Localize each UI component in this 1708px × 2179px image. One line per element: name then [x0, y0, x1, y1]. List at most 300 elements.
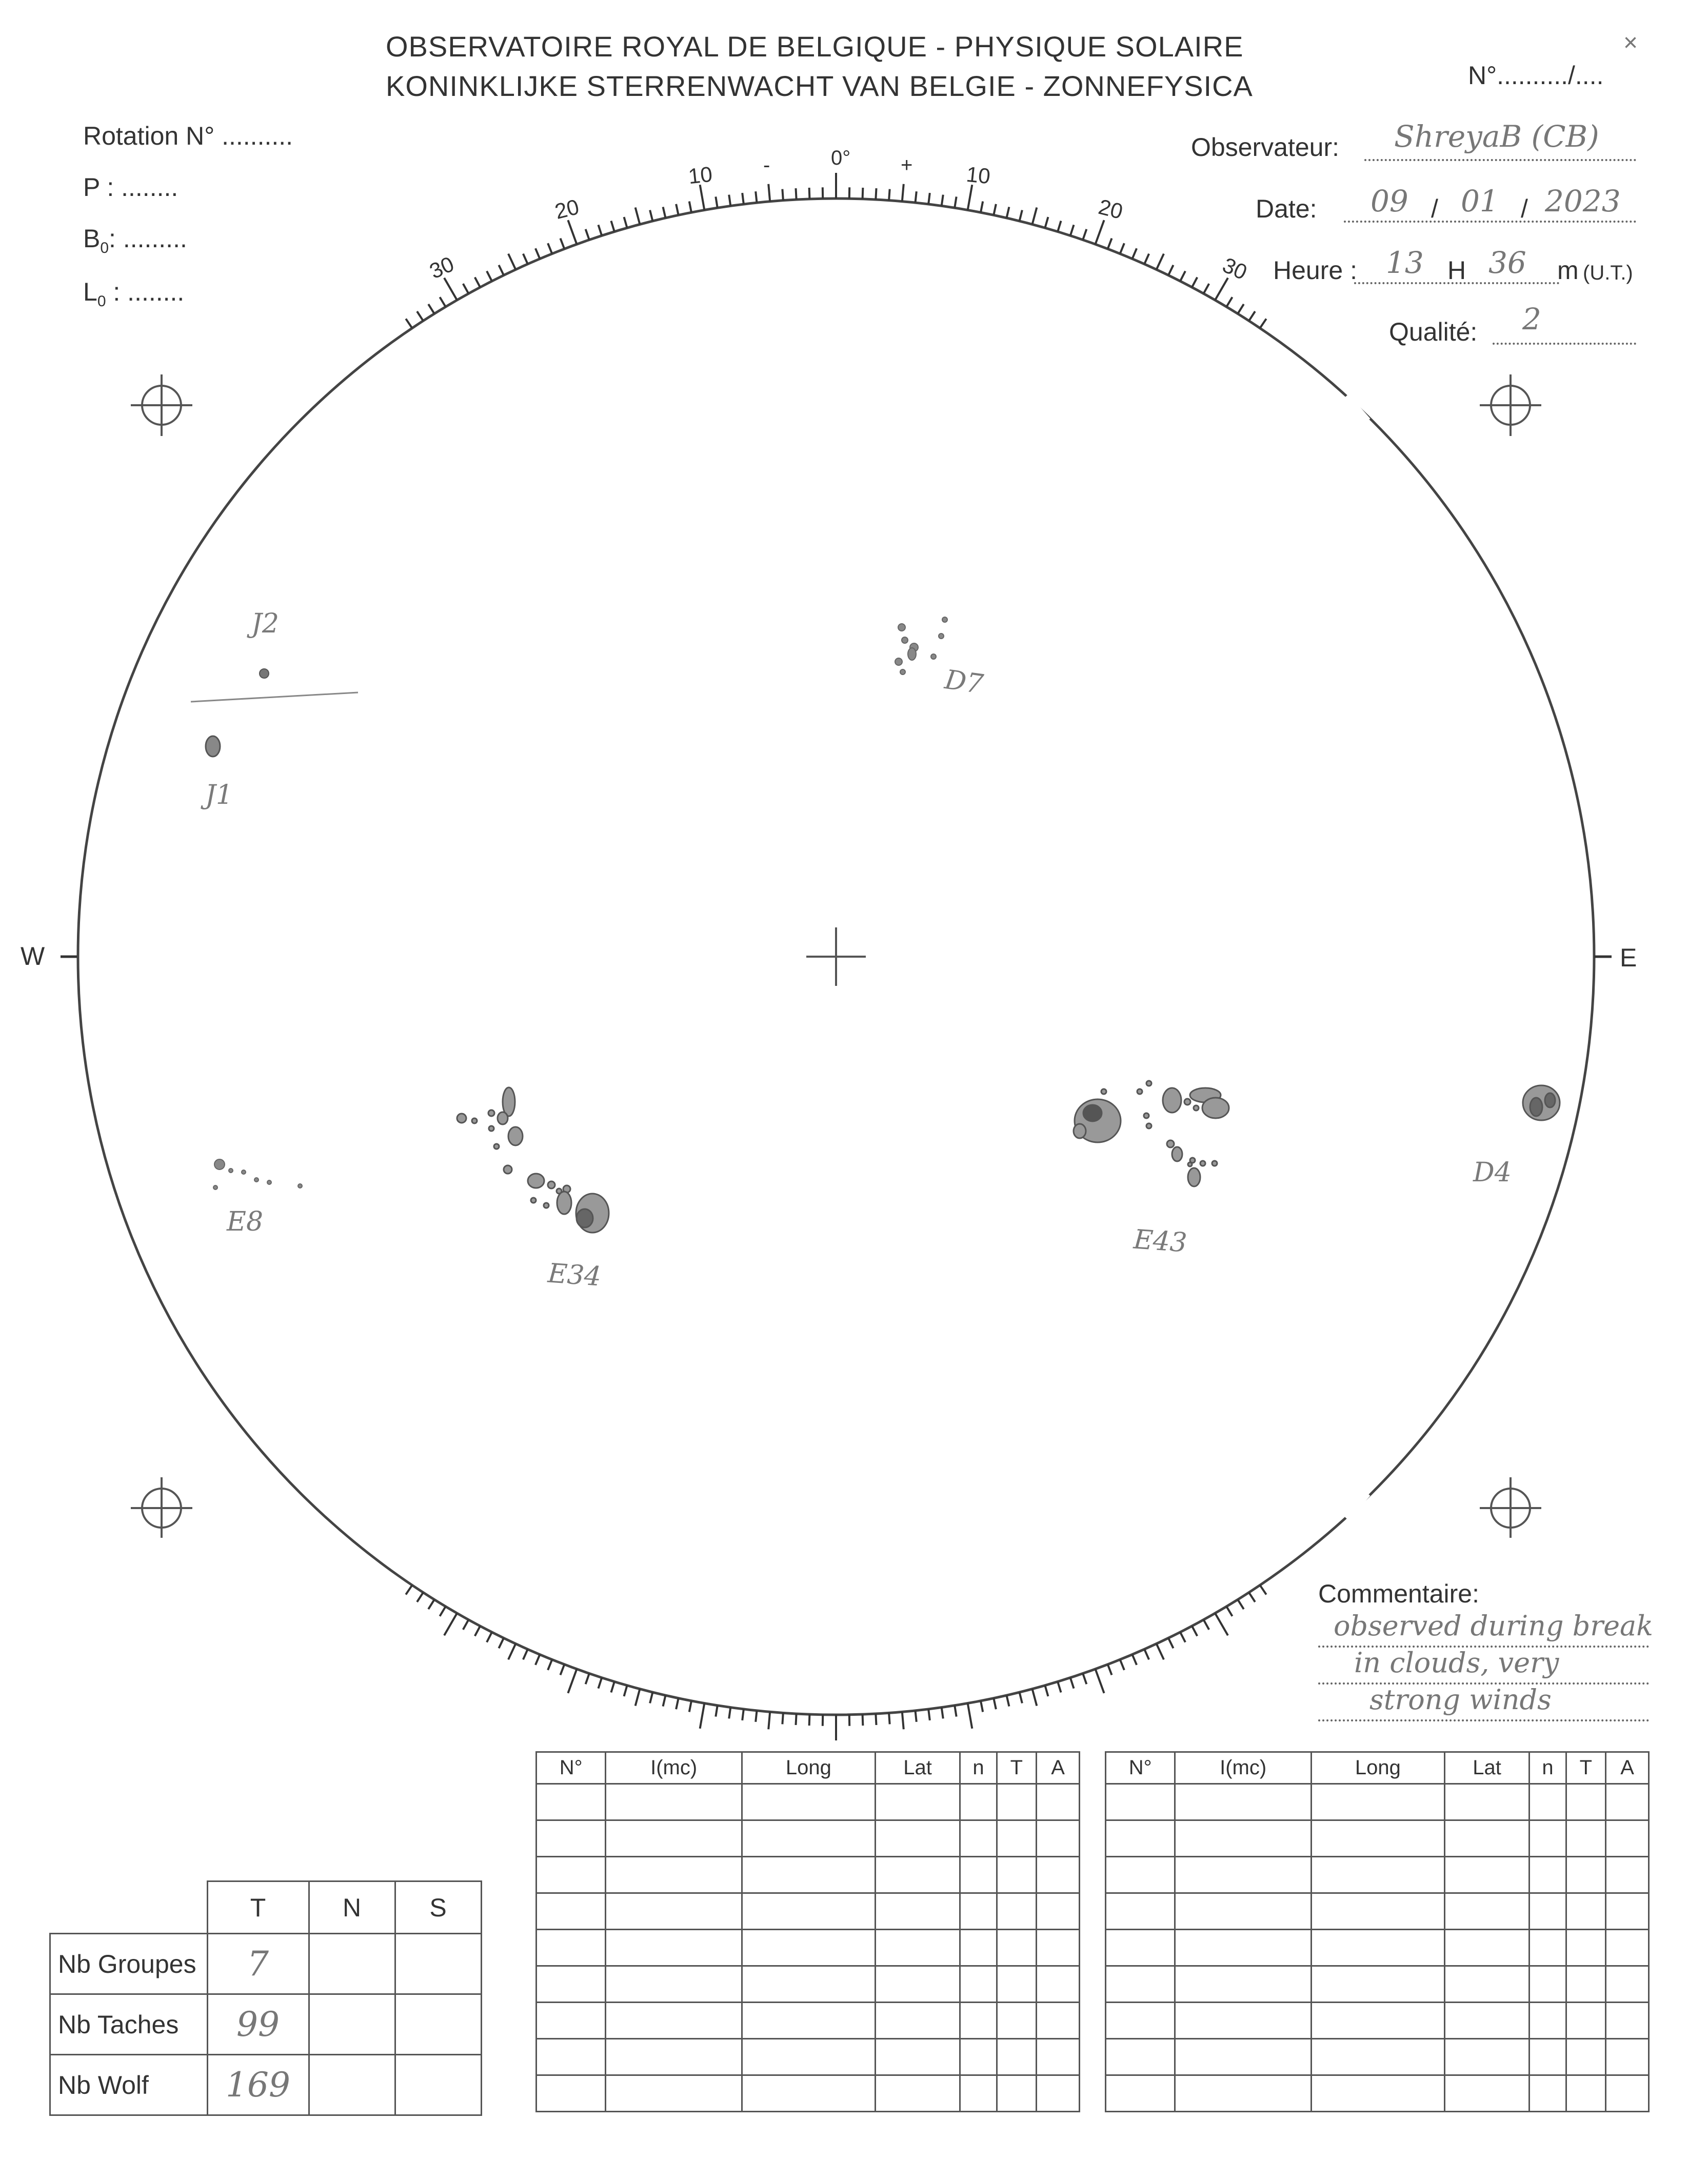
data-table-cell — [875, 1820, 960, 1857]
top-scale-tick — [928, 193, 930, 204]
data-table-row — [1106, 2039, 1649, 2075]
observer-value: ShreyaB (CB) — [1394, 119, 1599, 154]
spot-label-e43: E43 — [1133, 1224, 1188, 1259]
top-scale-tick — [1157, 254, 1164, 270]
counts-wolf-n — [309, 2055, 395, 2115]
data-table-cell — [742, 1820, 875, 1857]
disk-gap-sw — [274, 1494, 295, 1518]
time-hour: 13 — [1386, 245, 1424, 280]
sunspot-group-d7 — [895, 617, 947, 675]
data-table-cell — [1311, 2003, 1444, 2039]
top-scale-tick — [635, 208, 640, 225]
corner-mark: × — [1623, 29, 1638, 56]
top-latitude-scale — [406, 173, 1266, 328]
bottom-scale-tick — [981, 1701, 983, 1712]
data-table-cell — [997, 1893, 1036, 1930]
data-table-cell — [997, 1930, 1036, 1966]
top-scale-tick — [1083, 229, 1086, 240]
top-scale-tick — [942, 195, 943, 206]
bottom-scale-tick — [915, 1711, 916, 1722]
data-table-header-cell: I(mc) — [606, 1752, 742, 1784]
date-sep-2: / — [1521, 194, 1528, 223]
bottom-scale-tick — [624, 1686, 627, 1696]
bottom-scale-tick — [635, 1689, 640, 1706]
data-table-cell — [1606, 1820, 1649, 1857]
sunspot-group-d4 — [1523, 1085, 1560, 1120]
scale-label-left-20: 20 — [552, 194, 582, 224]
data-table-cell — [997, 1820, 1036, 1857]
counts-spots-s — [395, 1994, 481, 2055]
top-scale-tick — [548, 243, 552, 253]
data-table-cell — [606, 1857, 742, 1893]
counts-groups-t: 7 — [207, 1934, 309, 1994]
bottom-scale-tick — [1226, 1607, 1232, 1616]
data-table-row — [1106, 1820, 1649, 1857]
data-table-cell — [537, 1784, 606, 1820]
data-table-left — [535, 1751, 1080, 2112]
data-table-cell — [537, 1893, 606, 1930]
bottom-scale-tick — [994, 1698, 996, 1710]
quality-label: Qualité: — [1389, 318, 1478, 346]
spot-label-d4: D4 — [1473, 1157, 1512, 1188]
bottom-scale-tick — [611, 1681, 614, 1692]
top-scale-tick — [1249, 311, 1255, 321]
bottom-scale-tick — [756, 1711, 757, 1722]
bottom-scale-tick — [1006, 1695, 1009, 1706]
data-table-cell — [1530, 1930, 1566, 1966]
data-table-cell — [1566, 1857, 1605, 1893]
registration-mark-sw — [131, 1477, 192, 1538]
counts-groups-n — [309, 1934, 395, 1994]
top-scale-tick — [756, 191, 757, 203]
data-table-header-cell: N° — [537, 1752, 606, 1784]
bottom-scale-tick — [523, 1649, 528, 1659]
data-table-header-cell: T — [997, 1752, 1036, 1784]
top-scale-tick — [768, 184, 770, 202]
data-table-cell — [1037, 2039, 1080, 2075]
data-table-cell — [742, 1930, 875, 1966]
bottom-scale-tick — [716, 1706, 717, 1717]
data-table-cell — [1566, 1966, 1605, 2003]
top-scale-tick — [1168, 265, 1174, 275]
bottom-scale-tick — [742, 1709, 744, 1720]
b0-dots: : ......... — [109, 224, 187, 253]
date-year: 2023 — [1545, 184, 1621, 219]
data-table-cell — [1106, 2003, 1175, 2039]
top-scale-tick — [1120, 243, 1124, 253]
bottom-scale-tick — [444, 1613, 457, 1635]
data-table-cell — [1606, 2075, 1649, 2112]
data-table-cell — [1444, 2039, 1530, 2075]
registration-mark-ne — [1480, 374, 1541, 436]
data-table-cell — [960, 2075, 997, 2112]
spot-label-j2: J2 — [251, 608, 279, 639]
counts-wolf-s — [395, 2055, 481, 2115]
scale-label-right-10: 10 — [965, 162, 992, 189]
data-table-cell — [1311, 1784, 1444, 1820]
bottom-scale-tick — [889, 1713, 890, 1724]
data-table-cell — [1175, 1893, 1312, 1930]
top-scale-tick — [889, 189, 890, 201]
data-table-cell — [1106, 1893, 1175, 1930]
top-scale-tick — [1204, 284, 1209, 293]
data-table-cell — [1037, 1930, 1080, 1966]
top-scale-tick — [1045, 217, 1048, 228]
comment-label: Commentaire: — [1318, 1579, 1479, 1608]
top-scale-tick — [1215, 278, 1228, 300]
l0-label: L — [83, 278, 97, 306]
data-table-cell — [960, 2003, 997, 2039]
date-day: 09 — [1371, 184, 1408, 219]
data-table-header-cell: I(mc) — [1175, 1752, 1312, 1784]
sunspot-group-e8 — [213, 1159, 302, 1190]
l0-subscript: 0 — [97, 293, 106, 310]
top-scale-tick — [968, 185, 972, 210]
counts-spots-t: 99 — [207, 1994, 309, 2055]
top-scale-tick — [902, 184, 904, 202]
top-scale-tick — [406, 319, 412, 328]
data-table-row — [537, 1930, 1080, 1966]
data-table-header-cell: Lat — [1444, 1752, 1530, 1784]
data-table-cell — [1444, 2003, 1530, 2039]
data-table-cell — [1311, 1820, 1444, 1857]
data-table-cell — [1106, 1857, 1175, 1893]
data-table-cell — [606, 1966, 742, 2003]
scale-label-zero: 0° — [831, 147, 851, 169]
data-table-cell — [960, 2039, 997, 2075]
bottom-scale-tick — [1180, 1632, 1185, 1642]
bottom-scale-tick — [782, 1713, 783, 1724]
top-scale-tick — [663, 207, 666, 217]
data-table-row — [537, 1966, 1080, 2003]
top-scale-tick — [598, 225, 602, 235]
data-table-cell — [1106, 1784, 1175, 1820]
data-table-cell — [1444, 1820, 1530, 1857]
data-table-cell — [1106, 1820, 1175, 1857]
data-table-cell — [1106, 1966, 1175, 2003]
top-scale-tick — [915, 191, 916, 203]
counts-table — [49, 1880, 482, 2116]
data-table-cell — [1106, 2075, 1175, 2112]
scale-label-left-10: 10 — [687, 162, 713, 189]
counts-header-n: N — [309, 1881, 395, 1934]
top-scale-tick — [1020, 210, 1022, 221]
data-table-cell — [1037, 2075, 1080, 2112]
spot-label-d7: D7 — [943, 664, 985, 700]
top-scale-tick — [782, 189, 783, 201]
data-table-cell — [997, 1857, 1036, 1893]
bottom-scale-tick — [663, 1695, 666, 1706]
registration-mark-nw — [131, 374, 192, 436]
top-scale-tick — [1006, 207, 1009, 217]
data-table-cell — [1175, 2075, 1312, 2112]
data-table-cell — [742, 1893, 875, 1930]
top-scale-tick — [689, 202, 691, 213]
data-table-cell — [742, 1784, 875, 1820]
spot-label-e8: E8 — [227, 1206, 264, 1237]
data-table-row — [1106, 1930, 1649, 1966]
data-table-row — [537, 1857, 1080, 1893]
counts-header-t: T — [207, 1881, 309, 1934]
top-scale-tick — [1260, 319, 1266, 328]
data-table-cell — [1606, 1893, 1649, 1930]
bottom-scale-tick — [428, 1599, 434, 1609]
data-table-cell — [1311, 2075, 1444, 2112]
top-scale-tick — [611, 221, 614, 232]
data-table-cell — [960, 1966, 997, 2003]
data-table-row — [1106, 1784, 1649, 1820]
data-table-cell — [606, 2039, 742, 2075]
data-table-cell — [875, 2003, 960, 2039]
bottom-scale-tick — [955, 1706, 956, 1717]
top-scale-tick — [1192, 278, 1197, 287]
scale-label-plus: + — [901, 154, 913, 176]
disk-gap-se — [1346, 1494, 1368, 1518]
top-scale-tick — [535, 248, 540, 259]
data-table-cell — [1566, 2039, 1605, 2075]
data-table-cell — [875, 2039, 960, 2075]
data-table-cell — [537, 1930, 606, 1966]
date-label: Date: — [1256, 194, 1317, 223]
data-table-cell — [1606, 2003, 1649, 2039]
top-scale-tick — [955, 196, 956, 208]
header-title-fr: OBSERVATOIRE ROYAL DE BELGIQUE - PHYSIQUE SOLAIRE — [386, 30, 1244, 63]
top-scale-tick — [1226, 297, 1232, 307]
data-table-cell — [742, 2003, 875, 2039]
bottom-scale-tick — [499, 1638, 504, 1648]
bottom-scale-tick — [942, 1708, 943, 1719]
data-table-cell — [997, 1784, 1036, 1820]
date-month: 01 — [1461, 184, 1499, 219]
top-scale-tick — [1180, 271, 1185, 281]
bottom-scale-tick — [568, 1669, 577, 1693]
data-table-cell — [606, 2075, 742, 2112]
bottom-scale-tick — [1133, 1655, 1137, 1665]
bottom-scale-tick — [1157, 1644, 1164, 1660]
counts-corner — [50, 1881, 208, 1934]
data-table-cell — [1037, 1893, 1080, 1930]
data-table-row — [537, 1820, 1080, 1857]
data-table-header-cell: Long — [1311, 1752, 1444, 1784]
compass-west: W — [21, 942, 45, 970]
data-table-cell — [875, 1966, 960, 2003]
data-table-header-cell: n — [1530, 1752, 1566, 1784]
data-table-row — [537, 2003, 1080, 2039]
top-scale-tick — [463, 284, 469, 293]
data-table-cell — [1530, 1966, 1566, 2003]
data-table-cell — [1566, 1930, 1605, 1966]
bottom-scale-tick — [1083, 1673, 1086, 1684]
counts-row-label: Nb Wolf — [50, 2055, 208, 2115]
data-table-cell — [1444, 1784, 1530, 1820]
data-table-cell — [1566, 2075, 1605, 2112]
bottom-scale-tick — [1249, 1593, 1255, 1602]
comment-line-3: strong winds — [1369, 1683, 1552, 1716]
top-scale-tick — [1058, 221, 1061, 232]
comment-line-2: in clouds, very — [1354, 1647, 1559, 1679]
data-table-cell — [1606, 1930, 1649, 1966]
bottom-scale-tick — [676, 1698, 679, 1710]
data-table-cell — [1037, 1784, 1080, 1820]
sketch-line-j2 — [191, 692, 358, 702]
data-table-cell — [997, 2003, 1036, 2039]
data-table-cell — [742, 1857, 875, 1893]
data-table-cell — [1606, 1784, 1649, 1820]
data-table-cell — [1530, 1784, 1566, 1820]
header-title-nl: KONINKLIJKE STERRENWACHT VAN BELGIE - ZONNEFYSICA — [386, 70, 1253, 102]
spot-label-j1: J1 — [205, 780, 233, 810]
time-min: 36 — [1488, 245, 1526, 280]
data-table-row — [1106, 2075, 1649, 2112]
bottom-scale-tick — [417, 1593, 423, 1602]
registration-mark-se — [1480, 1477, 1541, 1538]
form-number: N°........../.... — [1468, 61, 1604, 90]
data-table-cell — [1175, 2003, 1312, 2039]
bottom-scale-tick — [535, 1655, 540, 1665]
data-table-cell — [1566, 1820, 1605, 1857]
data-table-cell — [960, 1893, 997, 1930]
top-scale-tick — [981, 202, 983, 213]
compass-east: E — [1620, 943, 1637, 972]
date-sep-1: / — [1431, 194, 1438, 223]
bottom-scale-tick — [475, 1626, 480, 1636]
rotation-field: Rotation N° .......... — [83, 122, 293, 150]
scale-label-right-30: 30 — [1219, 252, 1251, 285]
bottom-scale-tick — [1045, 1686, 1048, 1696]
data-table-cell — [1444, 2075, 1530, 2112]
data-table-cell — [1530, 1820, 1566, 1857]
data-table-cell — [1037, 1966, 1080, 2003]
sunspot-group-e34 — [457, 1087, 609, 1233]
top-scale-tick — [676, 204, 679, 215]
b0-subscript: 0 — [100, 240, 109, 256]
data-table-cell — [875, 1930, 960, 1966]
bottom-scale-tick — [729, 1708, 730, 1719]
bottom-scale-tick — [650, 1692, 652, 1703]
bottom-scale-tick — [560, 1665, 564, 1675]
data-table-cell — [1175, 1784, 1312, 1820]
bottom-scale-tick — [1070, 1678, 1074, 1689]
top-scale-tick — [1108, 239, 1112, 249]
bottom-scale-tick — [1120, 1659, 1124, 1670]
top-scale-tick — [1133, 248, 1137, 259]
data-table-cell — [606, 2003, 742, 2039]
top-scale-tick — [444, 278, 457, 300]
data-table-cell — [960, 1784, 997, 1820]
data-table-cell — [742, 2039, 875, 2075]
data-table-cell — [537, 1820, 606, 1857]
counts-header-s: S — [395, 1881, 481, 1934]
bottom-scale-tick — [902, 1712, 904, 1729]
top-scale-tick — [624, 217, 627, 228]
time-h: H — [1447, 256, 1466, 285]
data-table-cell — [1175, 1930, 1312, 1966]
data-table-row — [1106, 1893, 1649, 1930]
bottom-scale-tick — [1058, 1681, 1061, 1692]
p-field: P : ........ — [83, 173, 178, 202]
data-table-cell — [1106, 2039, 1175, 2075]
data-table-cell — [537, 1857, 606, 1893]
data-table-cell — [537, 2003, 606, 2039]
bottom-scale-tick — [487, 1632, 492, 1642]
bottom-scale-tick — [1020, 1692, 1022, 1703]
top-scale-tick — [1238, 304, 1244, 314]
data-table-cell — [606, 1893, 742, 1930]
bottom-scale-tick — [463, 1620, 469, 1630]
top-scale-tick — [417, 311, 423, 321]
data-table-cell — [1037, 2003, 1080, 2039]
data-table-right — [1105, 1751, 1650, 2112]
bottom-scale-tick — [928, 1709, 930, 1720]
bottom-scale-tick — [700, 1703, 705, 1729]
data-table-cell — [1106, 1930, 1175, 1966]
data-table-cell — [1444, 1893, 1530, 1930]
data-table-header-cell: N° — [1106, 1752, 1175, 1784]
data-table-cell — [1606, 2039, 1649, 2075]
data-table-cell — [875, 1893, 960, 1930]
data-table-cell — [1566, 1893, 1605, 1930]
data-table-cell — [1311, 1857, 1444, 1893]
counts-groups-s — [395, 1934, 481, 1994]
top-scale-tick — [994, 204, 996, 215]
disk-gap-nw — [274, 396, 295, 421]
data-table-cell — [1311, 1930, 1444, 1966]
bottom-scale-tick — [548, 1659, 552, 1670]
b0-label: B — [83, 224, 101, 253]
data-table-cell — [997, 1966, 1036, 2003]
bottom-scale-tick — [1096, 1669, 1104, 1693]
data-table-header-cell: Lat — [875, 1752, 960, 1784]
top-scale-tick — [729, 195, 730, 206]
data-table-row — [537, 1893, 1080, 1930]
data-table-cell — [875, 2075, 960, 2112]
top-scale-tick — [568, 220, 577, 244]
bottom-scale-tick — [768, 1712, 770, 1729]
top-scale-tick — [428, 304, 434, 314]
data-table-header-cell: T — [1566, 1752, 1605, 1784]
data-table-cell — [1175, 1820, 1312, 1857]
sunspot-group-e43 — [1074, 1081, 1229, 1186]
data-table-cell — [1175, 2039, 1312, 2075]
data-table-header-cell: A — [1606, 1752, 1649, 1784]
data-table-cell — [997, 2075, 1036, 2112]
time-m: m — [1557, 256, 1579, 285]
top-scale-tick — [1096, 220, 1104, 244]
bottom-scale-tick — [1032, 1689, 1037, 1706]
bottom-scale-tick — [1260, 1585, 1266, 1594]
top-scale-tick — [475, 278, 480, 287]
bottom-scale-tick — [1204, 1620, 1209, 1630]
top-scale-tick — [1144, 254, 1149, 264]
top-scale-tick — [440, 297, 445, 307]
top-scale-tick — [1070, 225, 1074, 235]
data-table-cell — [606, 1820, 742, 1857]
data-table-cell — [1444, 1857, 1530, 1893]
bottom-scale-tick — [1215, 1613, 1228, 1635]
sunspot-group-j2 — [260, 669, 269, 678]
data-table-header-cell: Long — [742, 1752, 875, 1784]
counts-wolf-t: 169 — [207, 2055, 309, 2115]
scale-label-left-30: 30 — [426, 251, 458, 284]
data-table-cell — [1606, 1966, 1649, 2003]
scale-label-minus: - — [763, 154, 770, 176]
data-table-cell — [742, 2075, 875, 2112]
top-scale-tick — [508, 254, 515, 270]
data-table-cell — [537, 2039, 606, 2075]
bottom-scale-tick — [809, 1714, 810, 1726]
top-scale-tick — [650, 210, 652, 221]
data-table-cell — [1530, 1893, 1566, 1930]
